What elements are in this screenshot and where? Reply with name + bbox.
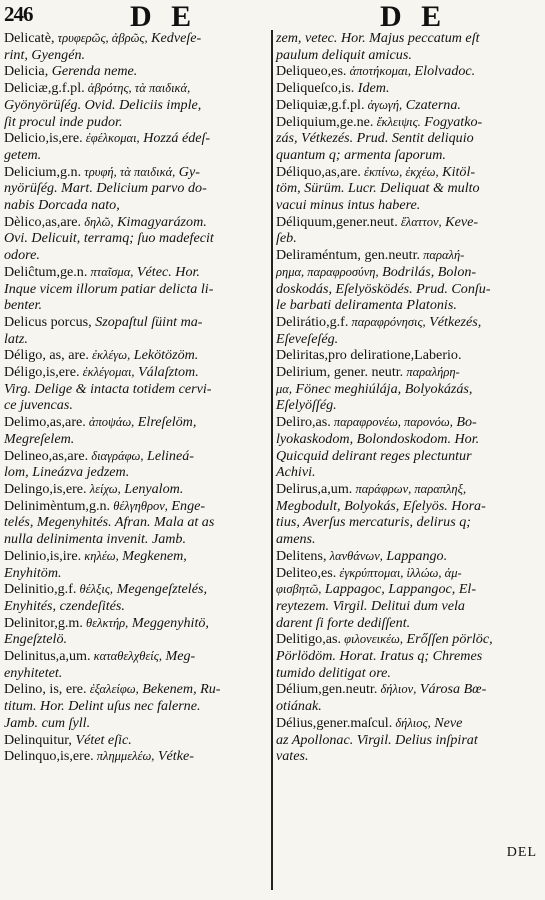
headword: Deliqueo,es.	[276, 63, 347, 80]
greek-gloss: τρυφερῶς, ἀβρῶς,	[54, 31, 148, 45]
entry-line	[276, 314, 541, 331]
entry-line	[276, 47, 541, 64]
citation: odore.	[4, 247, 40, 264]
greek-gloss: κηλέω,	[81, 548, 119, 563]
hungarian-gloss: Enyhités, czendeſités.	[4, 597, 125, 614]
entry-line	[4, 130, 272, 147]
hungarian-gloss: titum.	[4, 698, 37, 715]
headword: Delinitio,g.f.	[4, 581, 77, 598]
headword: Deliquium,ge.ne.	[276, 113, 374, 130]
entry-line	[276, 381, 541, 398]
entry-line	[276, 97, 541, 114]
entry-line	[276, 448, 541, 465]
entry-line	[276, 331, 541, 348]
citation: vates.	[276, 748, 309, 765]
entry-line	[4, 581, 272, 598]
entry-line	[276, 648, 541, 665]
greek-gloss: λανθάνων,	[326, 548, 383, 563]
entry-line	[4, 47, 272, 64]
hungarian-gloss: Bodrilás, Bolon-	[378, 263, 477, 280]
greek-gloss: ἀβρότης, τὰ παιδικά,	[84, 81, 191, 96]
hungarian-gloss: Kimagyarázom.	[113, 213, 207, 230]
hungarian-gloss: lyokaskodom, Bolondoskodom.	[276, 430, 451, 447]
entry-line	[276, 565, 541, 582]
headword: Delicus porcus,	[4, 313, 92, 330]
headword: Deliĉtum,ge.n.	[4, 263, 88, 280]
entry-line	[4, 481, 272, 498]
hungarian-gloss: Szopaſtul ſüint ma-	[91, 313, 203, 330]
citation: ce juvencas.	[4, 397, 73, 414]
entry-line	[276, 264, 541, 281]
headword: Delitens,	[276, 547, 327, 564]
headword: Deliritas,pro deliratione,Laberio.	[276, 347, 462, 364]
greek-gloss: παραφρονέω, παρονόω,	[330, 415, 453, 430]
citation: Horat. Iratus q; Chremes	[335, 648, 483, 665]
entry-line	[4, 565, 272, 582]
entry-line	[276, 114, 541, 131]
headword: Delinimèntum,g.n.	[4, 497, 111, 514]
hungarian-gloss: Elreſelöm,	[134, 414, 197, 431]
greek-gloss: ἐκλέγω,	[88, 348, 131, 363]
entry-line	[4, 531, 272, 548]
hungarian-gloss: Fogyatko-	[420, 113, 483, 130]
greek-gloss: ἐκλέγομαι,	[79, 365, 135, 380]
entry-line	[4, 381, 272, 398]
hungarian-gloss: Városa Bœ-	[416, 681, 487, 698]
hungarian-gloss: Vétet eſic.	[71, 731, 132, 748]
hungarian-gloss: Elolvadoc.	[411, 63, 476, 80]
entry-line	[276, 498, 541, 515]
citation: Hor. Delint uſus nec falerne.	[36, 698, 201, 715]
entry-line	[4, 732, 272, 749]
entry-line	[276, 598, 541, 615]
greek-gloss: διαγράφω,	[88, 448, 144, 463]
entry-line	[4, 598, 272, 615]
hungarian-gloss: Válaſztom.	[134, 364, 199, 381]
entry-line	[4, 314, 272, 331]
headword: Delicio,is,ere.	[4, 130, 83, 147]
citation: Afran. Mala at as	[111, 514, 215, 531]
entry-line	[276, 581, 541, 598]
entry-line	[276, 431, 541, 448]
hungarian-gloss: Meggenyhitö,	[128, 614, 209, 631]
headword: Delinitor,g.m.	[4, 614, 83, 631]
hungarian-gloss: Vétke-	[154, 748, 194, 765]
headword: Délius,gener.maſcul.	[276, 714, 393, 731]
greek-gloss: ἐφέλκομαι,	[82, 131, 140, 146]
hungarian-gloss: Meg-	[161, 648, 196, 665]
hungarian-gloss: getem.	[4, 146, 42, 163]
entry-line	[4, 498, 272, 515]
hungarian-gloss: Enyhitöm.	[4, 564, 62, 581]
entry-line	[4, 414, 272, 431]
hungarian-gloss: Lenyalom.	[120, 480, 184, 497]
citation: Hor. Majus peccatum eſt	[337, 30, 480, 46]
greek-gloss: φιλονεικέω,	[340, 632, 403, 647]
citation: Quicquid delirant reges plectuntur	[276, 447, 472, 464]
greek-gloss: δήλιος,	[392, 715, 431, 730]
entry-line	[4, 80, 272, 97]
hungarian-gloss: Neve	[430, 714, 463, 731]
greek-gloss: παράφρων, παραπληξ,	[352, 481, 467, 496]
entry-line	[276, 698, 541, 715]
hungarian-gloss: Engeſztelö.	[4, 631, 68, 648]
headword: Déligo, as, are.	[4, 347, 89, 364]
entry-line	[276, 347, 541, 364]
hungarian-gloss: rint, Gyengén.	[4, 46, 86, 63]
hungarian-gloss: Keve-	[441, 213, 479, 230]
entry-line	[276, 715, 541, 732]
hungarian-gloss: töm, Sürüm.	[276, 180, 345, 197]
entry-line	[4, 715, 272, 732]
headword: Deliro,as.	[276, 414, 331, 431]
hungarian-gloss: nyörüſég.	[4, 180, 58, 197]
entry-line	[276, 63, 541, 80]
hungarian-gloss: ſeb.	[276, 230, 297, 247]
hungarian-gloss: reytezem.	[276, 597, 330, 614]
hungarian-gloss: latz.	[4, 330, 28, 347]
entry-line	[4, 648, 272, 665]
hungarian-gloss: Eſeveſeſég.	[276, 330, 339, 347]
entry-line	[4, 681, 272, 698]
page-number: 246	[4, 2, 33, 26]
headword: Delirium, gener. neutr.	[276, 364, 404, 381]
running-head-left: D E	[130, 0, 198, 33]
headword: Délium,gen.neutr.	[276, 681, 378, 698]
entry-line	[276, 281, 541, 298]
entry-line	[4, 297, 272, 314]
entry-line	[276, 180, 541, 197]
entry-line	[4, 397, 272, 414]
headword: Déliquum,gener.neut.	[276, 213, 398, 230]
hungarian-gloss: Erőſſen pörlöc,	[402, 631, 493, 648]
left-column	[4, 30, 272, 765]
citation: Virg. Delige & intacta totidem cervi-	[4, 380, 212, 397]
entry-line	[4, 63, 272, 80]
entry-line	[4, 147, 272, 164]
entry-line	[4, 665, 272, 682]
greek-gloss: ρημα, παραφροσύνη,	[276, 264, 379, 279]
citation: Hor.	[171, 263, 200, 280]
citation: nabis Dorcada nato,	[4, 197, 120, 214]
greek-gloss: ἐκπίνω, ἐκχέω,	[360, 164, 439, 179]
headword: Delinio,is,ire.	[4, 547, 82, 564]
entry-line	[276, 297, 541, 314]
citation: paulum deliquit amicus.	[276, 46, 412, 63]
citation: nulla delinimenta invenit. Jamb.	[4, 531, 187, 548]
headword: Deliquiæ,g.f.pl.	[276, 96, 365, 113]
greek-gloss: παραφρόνησις,	[348, 314, 426, 329]
entry-line	[276, 80, 541, 97]
entry-line	[276, 732, 541, 749]
citation: Achivi.	[276, 464, 316, 481]
entry-line	[276, 548, 541, 565]
headword: Delinitus,a,um.	[4, 648, 91, 665]
greek-gloss: παραλή-	[420, 248, 465, 263]
entry-line	[4, 347, 272, 364]
greek-gloss: πταῖσμα,	[87, 264, 134, 279]
hungarian-gloss: Gerenda neme.	[48, 63, 138, 80]
headword: Delineo,as,are.	[4, 447, 89, 464]
citation: benter.	[4, 297, 42, 314]
hungarian-gloss: Megengeſztelés,	[113, 581, 207, 598]
citation: Lucr. Deliquat & multo	[344, 180, 480, 197]
column-divider	[271, 30, 273, 890]
headword: Delicia,	[4, 63, 49, 80]
entry-line	[276, 397, 541, 414]
hungarian-gloss: doskodás, Eſelyösködés.	[276, 280, 413, 297]
hungarian-gloss: zás, Vétkezés.	[276, 130, 354, 147]
hungarian-gloss: Lelineá-	[143, 447, 194, 464]
headword: Déligo,is,ere.	[4, 364, 80, 381]
entry-line	[4, 448, 272, 465]
hungarian-gloss: Megreſelem.	[4, 430, 75, 447]
entry-line	[4, 514, 272, 531]
citation: Jamb. cum ſyll.	[4, 714, 91, 731]
citation: Mart. Delicium parvo do-	[57, 180, 207, 197]
greek-gloss: ἐγκρύπτομαι, ἰλλώω, ἀμ-	[336, 565, 462, 580]
entry-line	[276, 514, 541, 531]
greek-gloss: δήλιον,	[377, 682, 417, 697]
headword: Deliteo,es.	[276, 564, 337, 581]
greek-gloss: θελκτήρ,	[82, 615, 129, 630]
hungarian-gloss: Bekenem, Ru-	[138, 681, 221, 698]
greek-gloss: ἐξαλείφω,	[86, 682, 139, 697]
greek-gloss: μα,	[276, 381, 292, 396]
entry-line	[276, 665, 541, 682]
citation: Hora-	[447, 497, 486, 514]
citation: le barbati deliramenta Platonis.	[276, 297, 457, 314]
hungarian-gloss: Idem.	[354, 80, 390, 97]
hungarian-gloss: Bo-	[452, 414, 477, 431]
citation: darent ſi forte dediſſent.	[276, 614, 411, 631]
entry-line	[4, 631, 272, 648]
hungarian-gloss: otiának.	[276, 698, 322, 715]
citation: Ovid. Deliciis imple,	[81, 96, 202, 113]
headword: Deliqueſco,is.	[276, 80, 355, 97]
catchword: DEL	[506, 845, 537, 860]
hungarian-gloss: telés, Megenyhités.	[4, 514, 112, 531]
headword: Delinquo,is,ere.	[4, 748, 94, 765]
headword: Delirátio,g.f.	[276, 313, 349, 330]
citation: Ovi. Delicuit, terramq; ſuo madefecit	[4, 230, 214, 247]
citation: Hor.	[450, 430, 480, 447]
entry-line	[276, 681, 541, 698]
entry-line	[276, 247, 541, 264]
entry-line	[276, 164, 541, 181]
entry-line	[4, 97, 272, 114]
greek-gloss: φισβητῶ,	[276, 582, 322, 597]
entry-line	[276, 464, 541, 481]
hungarian-gloss: Fönec meghiúlája, Bolyokázás,	[291, 380, 473, 397]
hungarian-gloss: enyhitetet.	[4, 664, 63, 681]
greek-gloss: παραλήρη-	[403, 365, 460, 380]
greek-gloss: ἔλαττον,	[397, 214, 442, 229]
hungarian-gloss: Enge-	[167, 497, 206, 514]
entry-line	[4, 164, 272, 181]
entry-line	[276, 481, 541, 498]
citation: ſit procul inde pudor.	[4, 113, 123, 130]
citation: Prud. Sentit deliquio	[353, 130, 474, 147]
headword: Delinquitur,	[4, 731, 72, 748]
entry-line	[4, 364, 272, 381]
hungarian-gloss: Vétec.	[133, 263, 172, 280]
hungarian-gloss: Czaterna.	[402, 96, 461, 113]
entry-line	[276, 230, 541, 247]
hungarian-gloss: Kitöl-	[438, 163, 476, 180]
hungarian-gloss: Megkenem,	[118, 547, 187, 564]
headword: Delirus,a,um.	[276, 480, 353, 497]
hungarian-gloss: Kedveſe-	[147, 30, 202, 46]
running-head-right: D E	[380, 0, 448, 33]
entry-line	[276, 615, 541, 632]
entry-line	[276, 631, 541, 648]
headword: Delicatè,	[4, 30, 55, 46]
right-column	[276, 30, 541, 765]
greek-gloss: ἀποψάω,	[85, 415, 135, 430]
entry-line	[4, 247, 272, 264]
entry-line	[4, 214, 272, 231]
citation: Virgil. Delitui dum vela	[329, 597, 465, 614]
entry-line	[4, 615, 272, 632]
entry-line	[4, 264, 272, 281]
hungarian-gloss: Vétkezés,	[425, 313, 482, 330]
greek-gloss: θέλγηθρον,	[110, 498, 168, 513]
greek-gloss: λείχω,	[86, 481, 121, 496]
entry-line	[276, 748, 541, 765]
entry-line	[276, 531, 541, 548]
greek-gloss: καταθελχθείς,	[90, 649, 162, 664]
hungarian-gloss: Eſelyöſſég.	[276, 397, 337, 414]
entry-line	[4, 331, 272, 348]
greek-gloss: δηλῶ,	[81, 214, 114, 229]
citation: quantum q; armenta ſaporum.	[276, 146, 446, 163]
greek-gloss: πλημμελέω,	[93, 749, 155, 764]
headword: Deliciæ,g.f.pl.	[4, 80, 85, 97]
entry-line	[276, 147, 541, 164]
headword: Delicium,g.n.	[4, 163, 82, 180]
entry-line	[4, 464, 272, 481]
headword: Deliraméntum, gen.neutr.	[276, 247, 421, 264]
greek-gloss: ἀποτήκομαι,	[346, 64, 412, 79]
entry-line	[4, 197, 272, 214]
hungarian-gloss: az Apollonac.	[276, 731, 354, 748]
hungarian-gloss: Pörlödöm.	[276, 648, 336, 665]
hungarian-gloss: Hozzá édeſ-	[139, 130, 211, 147]
citation: tumido delitigat ore.	[276, 664, 391, 681]
hungarian-gloss: Lappango.	[382, 547, 448, 564]
entry-line	[4, 281, 272, 298]
entry-line	[4, 698, 272, 715]
entry-line	[4, 114, 272, 131]
hungarian-gloss: lom, Lineázva jedzem.	[4, 464, 130, 481]
greek-gloss: ἔκλειψις.	[373, 114, 421, 129]
citation: tius, Averſus mercaturis, delirus q;	[276, 514, 471, 531]
hungarian-gloss: Lappagoc, Lappangoc, El-	[321, 581, 477, 598]
citation: Virgil. Delius inſpirat	[353, 731, 478, 748]
entry-line	[276, 214, 541, 231]
headword: Delino, is, ere.	[4, 681, 87, 698]
hungarian-gloss: zem, vetec.	[276, 30, 338, 46]
hungarian-gloss: Gy-	[175, 163, 200, 180]
citation: Prud. Conſu-	[412, 280, 491, 297]
hungarian-gloss: Gyönyörüſég.	[4, 96, 82, 113]
entry-line	[4, 230, 272, 247]
greek-gloss: θέλξις,	[76, 582, 114, 597]
entry-line	[4, 431, 272, 448]
entry-line	[4, 748, 272, 765]
greek-gloss: ἀγωγή,	[364, 97, 403, 112]
headword: Delitigo,as.	[276, 631, 341, 648]
hungarian-gloss: Lekötözöm.	[130, 347, 199, 364]
greek-gloss: τρυφή, τὰ παιδικά,	[81, 164, 176, 179]
headword: Dèlico,as,are.	[4, 213, 82, 230]
headword: Delimo,as,are.	[4, 414, 86, 431]
citation: amens.	[276, 531, 316, 548]
entry-line	[276, 364, 541, 381]
entry-line	[4, 548, 272, 565]
headword: Delingo,is,ere.	[4, 480, 87, 497]
citation: Inque vicem illorum patiar delicta li-	[4, 280, 214, 297]
citation: vacui minus intus habere.	[276, 197, 421, 214]
entry-line	[276, 30, 541, 47]
entry-line	[276, 414, 541, 431]
entry-line	[276, 130, 541, 147]
headword: Déliquo,as,are.	[276, 163, 361, 180]
entry-line	[4, 30, 272, 47]
entry-line	[4, 180, 272, 197]
entry-line	[276, 197, 541, 214]
hungarian-gloss: Megbodult, Bolyokás, Eſelyös.	[276, 497, 448, 514]
